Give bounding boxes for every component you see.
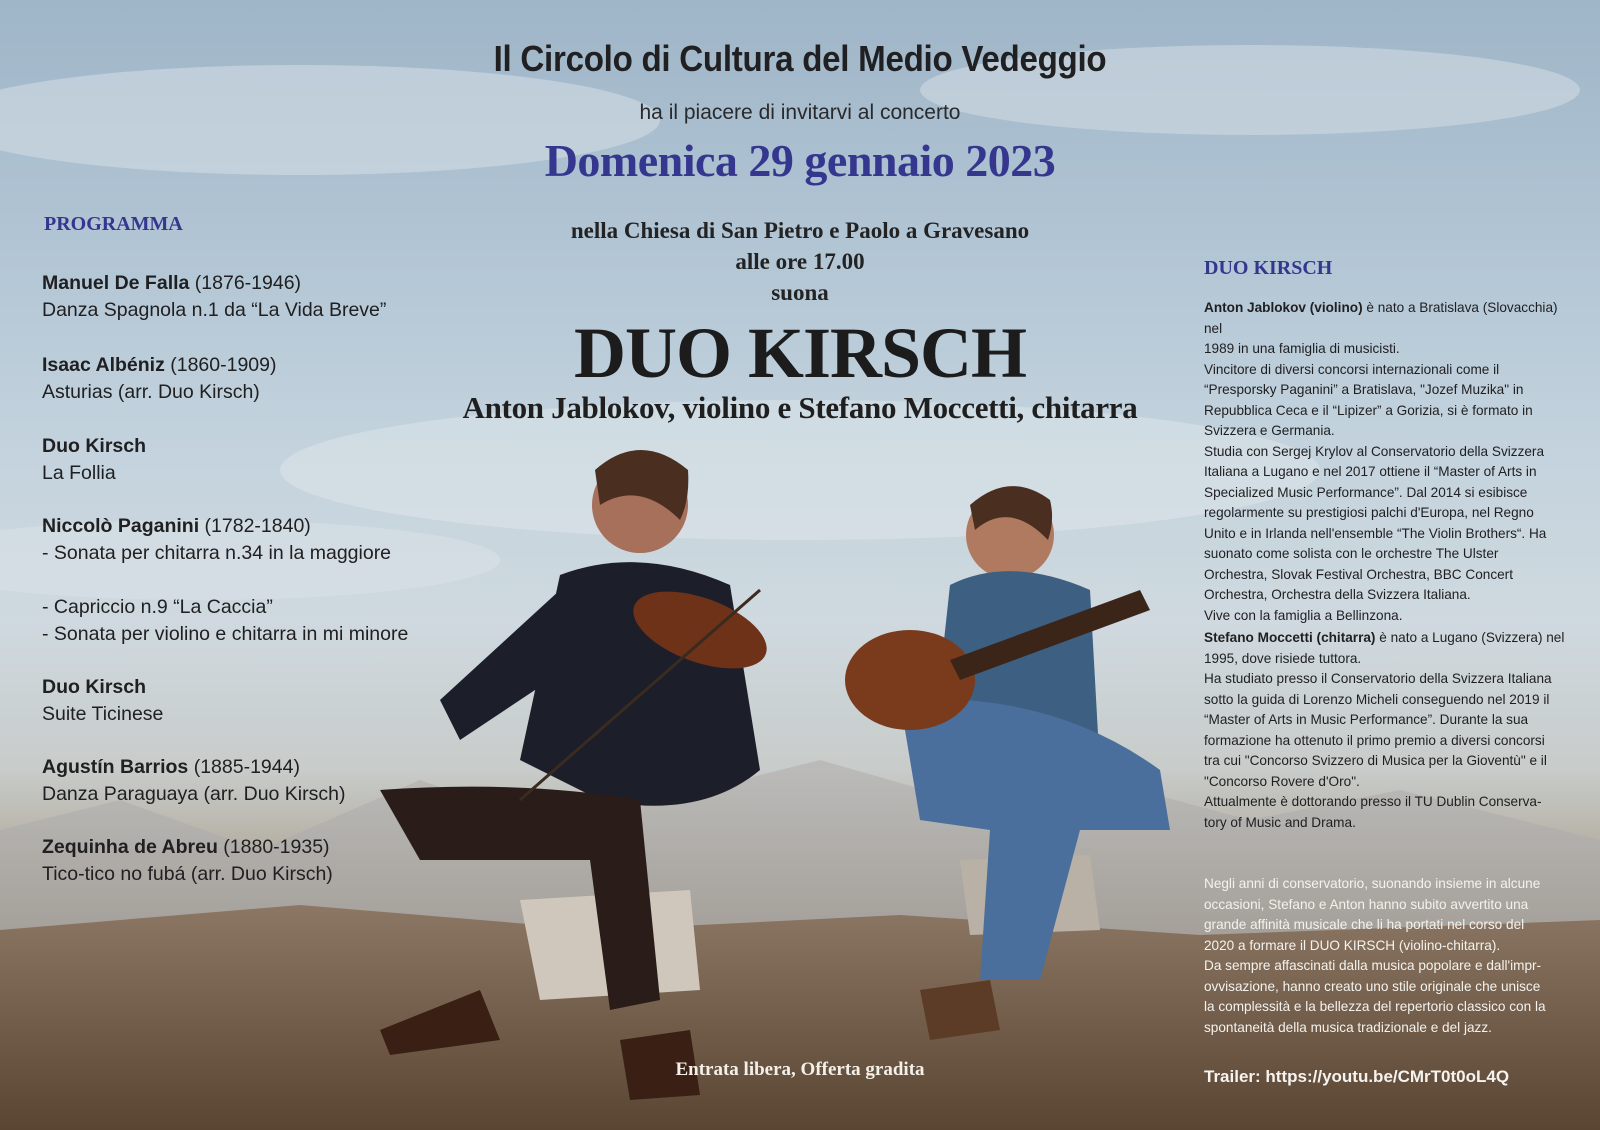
bio-line: "Concorso Rovere d'Oro". <box>1204 773 1360 789</box>
composer-dates: (1782-1840) <box>199 515 311 537</box>
composer-name: Duo Kirsch <box>42 676 147 698</box>
bio-anton <box>1204 298 1574 626</box>
programme-composer <box>42 513 408 540</box>
programme-item <box>42 754 345 808</box>
programme-composer <box>42 270 386 297</box>
invitation-text: ha il piacere di invitarvi al concerto <box>639 101 961 124</box>
programme-item <box>42 352 277 406</box>
bio-line: Attualmente è dottorando presso il TU Dublin Conserva- <box>1204 794 1542 809</box>
bio-duo <box>1204 874 1574 1038</box>
bio-line: 2020 a formare il DUO KIRSCH (violino-chitarra). <box>1204 937 1501 953</box>
bio-line: occasioni, Stefano e Anton hanno subito avvertito una <box>1204 896 1529 912</box>
composer-dates: (1860-1909) <box>164 354 277 376</box>
bio-line: “Presporsky Paganini” a Bratislava, "Jozef Muzika" in <box>1204 382 1524 397</box>
bio-line: Studia con Sergej Krylov al Conservatorio della Svizzera <box>1204 443 1545 459</box>
bio-line: Vive con la famiglia a Bellinzona. <box>1204 607 1403 623</box>
composer-name: Duo Kirsch <box>42 435 147 457</box>
programme-work: - Sonata per violino e chitarra in mi minore <box>42 623 409 645</box>
bio-line: ovvisazione, hanno creato uno stile originale che unisce <box>1204 978 1541 994</box>
time-text: alle ore 17.00 <box>735 249 865 274</box>
bio-line: spontaneità della musica tradizionale e del jazz. <box>1204 1019 1492 1035</box>
bio-line: Svizzera e Germania. <box>1204 423 1335 438</box>
bio-line: regolarmente su prestigiosi palchi d'Europa, nel Regno <box>1204 505 1534 520</box>
programme-work: Tico-tico no fubá (arr. Duo Kirsch) <box>42 863 333 885</box>
programme-work: Suite Ticinese <box>42 703 164 725</box>
programme-work: La Follia <box>42 462 116 484</box>
bio-stefano <box>1204 628 1574 833</box>
bio-anton-name: Anton Jablokov (violino) <box>1204 300 1363 315</box>
programme-item <box>42 834 333 888</box>
bio-line: 1989 in una famiglia di musicisti. <box>1204 341 1400 356</box>
composer-name: Niccolò Paganini <box>42 515 200 537</box>
composer-dates: (1876-1946) <box>189 272 302 294</box>
programme-composer <box>42 674 163 701</box>
bio-line: 1995, dove risiede tuttora. <box>1204 650 1362 666</box>
programme-composer <box>42 433 146 460</box>
bio-line: Ha studiato presso il Conservatorio della Svizzera Italiana <box>1204 671 1552 686</box>
programme-item <box>42 433 146 487</box>
programme-item <box>42 513 408 648</box>
bio-line: è nato a Bratislava (Slovacchia) nel <box>1204 300 1558 336</box>
bio-line: tory of Music and Drama. <box>1204 814 1356 830</box>
organizer-heading: Il Circolo di Cultura del Medio Vedeggio <box>493 38 1107 79</box>
bio-line: Vincitore di diversi concorsi internazionali come il <box>1204 361 1500 377</box>
bio-line: tra cui "Concorso Svizzero di Musica per la Gioventù" e il <box>1204 753 1547 768</box>
programme-work: Danza Paraguaya (arr. Duo Kirsch) <box>42 783 346 805</box>
bio-line: è nato a Lugano (Svizzera) nel <box>1375 630 1565 645</box>
ensemble-members: Anton Jablokov, violino e Stefano Moccetti, chitarra <box>462 390 1138 425</box>
plays-text: suona <box>771 280 829 305</box>
bio-line: grande affinità musicale che li ha portati nel corso del <box>1204 917 1525 932</box>
bio-line: la complessità e la bellezza del repertorio classico con la <box>1204 999 1546 1014</box>
bio-line: Specialized Music Performance”. Dal 2014 si esibisce <box>1204 484 1528 500</box>
programme-work: - Capriccio n.9 “La Caccia” <box>42 596 273 618</box>
trailer-link[interactable]: Trailer: https://youtu.be/CMrT0t0oL4Q <box>1204 1067 1510 1086</box>
programme-item <box>42 270 386 324</box>
bio-title: DUO KIRSCH <box>1204 257 1333 279</box>
composer-dates: (1885-1944) <box>188 756 300 778</box>
programme-work: - Sonata per chitarra n.34 in la maggiore <box>42 542 392 564</box>
programme-item <box>42 674 163 728</box>
bio-line: Italiana a Lugano e nel 2017 ottiene il “Master of Arts in <box>1204 464 1537 479</box>
composer-name: Agustín Barrios <box>42 756 189 778</box>
bio-line: “Master of Arts in Music Performance”. Durante la sua <box>1204 712 1529 727</box>
bio-line: Negli anni di conservatorio, suonando insieme in alcune <box>1204 876 1541 891</box>
bio-line: sotto la guida di Lorenzo Micheli conseguendo nel 2019 il <box>1204 691 1550 707</box>
programme-title: PROGRAMMA <box>44 213 183 235</box>
bio-line: suonato come solista con le orchestre The Ulster <box>1204 546 1499 561</box>
programme-work: Danza Spagnola n.1 da “La Vida Breve” <box>42 299 387 321</box>
composer-name: Isaac Albéniz <box>42 354 165 376</box>
bio-line: Repubblica Ceca e il “Lipizer” a Gorizia, si è formato in <box>1204 402 1533 418</box>
entry-notice: Entrata libera, Offerta gradita <box>675 1059 925 1080</box>
programme-work <box>42 567 408 594</box>
bio-line: formazione ha ottenuto il primo premio a diversi concorsi <box>1204 732 1545 748</box>
bio-line: Da sempre affascinati dalla musica popolare e dall'impr- <box>1204 958 1542 973</box>
composer-dates: (1880-1935) <box>217 836 330 858</box>
concert-date: Domenica 29 gennaio 2023 <box>544 135 1056 186</box>
venue-text: nella Chiesa di San Pietro e Paolo a Gravesano <box>570 218 1030 243</box>
bio-line: Orchestra, Slovak Festival Orchestra, BBC Concert <box>1204 566 1513 582</box>
ensemble-name: DUO KIRSCH <box>573 313 1027 393</box>
programme-composer <box>42 834 333 861</box>
composer-name: Manuel De Falla <box>42 272 190 294</box>
bio-line: Unito e in Irlanda nell'ensemble “The Violin Brothers“. Ha <box>1204 525 1547 541</box>
composer-name: Zequinha de Abreu <box>42 836 218 858</box>
programme-work: Asturias (arr. Duo Kirsch) <box>42 381 260 403</box>
bio-stefano-name: Stefano Moccetti (chitarra) <box>1204 630 1376 645</box>
programme-composer <box>42 754 345 781</box>
programme-composer <box>42 352 277 379</box>
bio-line: Orchestra, Orchestra della Svizzera Italiana. <box>1204 587 1471 602</box>
